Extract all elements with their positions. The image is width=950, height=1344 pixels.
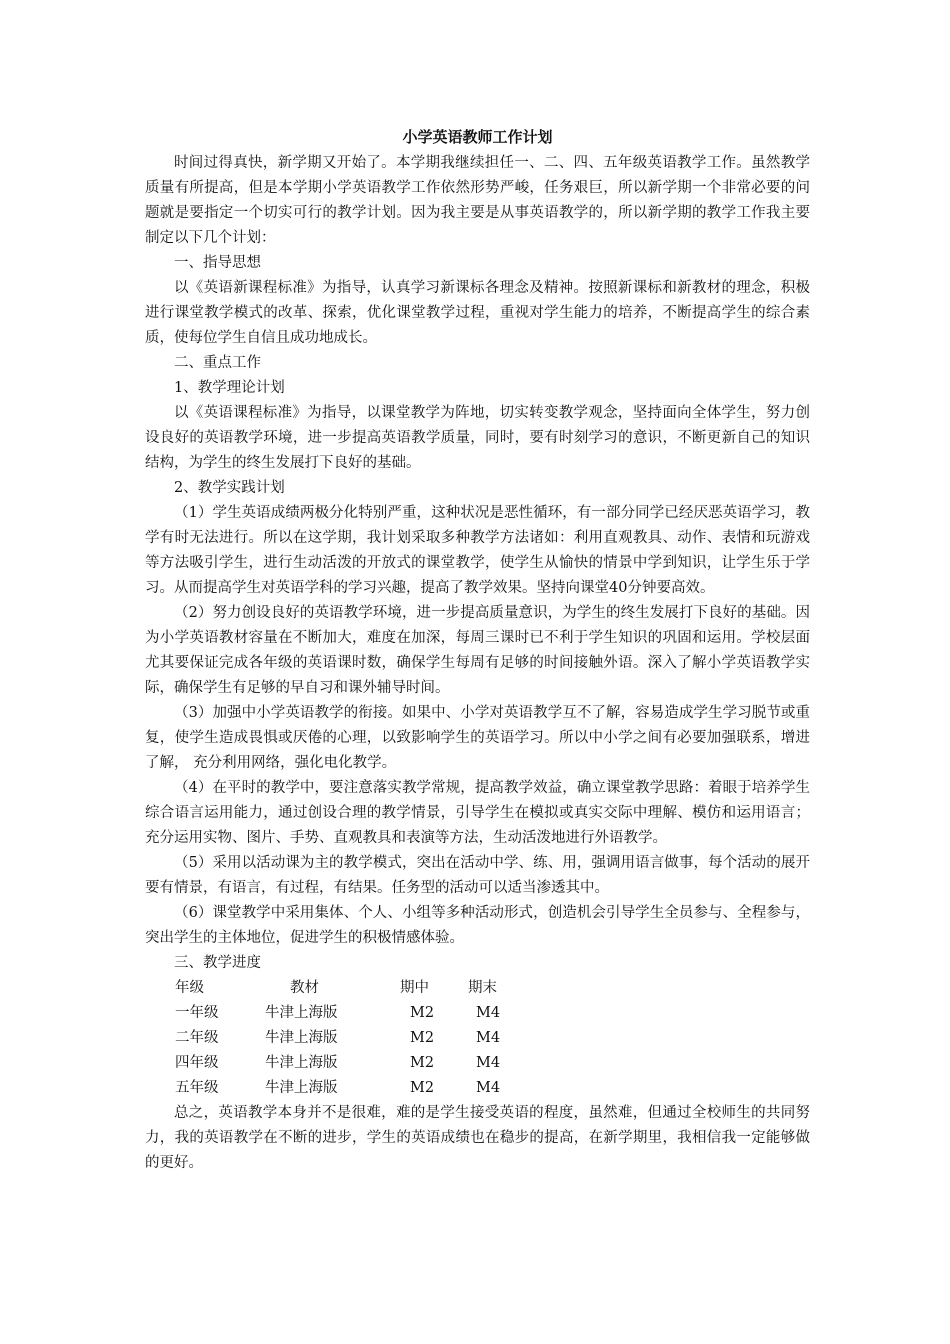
- table-cell: M2: [410, 1030, 435, 1046]
- table-cell: M4: [476, 1005, 501, 1021]
- teaching-progress-table: [175, 976, 536, 1101]
- conclusion-paragraph: 总之，英语教学本身并不是很难，难的是学生接受英语的程度，虽然难，但通过全校师生的共同努力，我的英语教学在不断的进步，学生的英语成绩也在稳步的提高，在新学期里，我相信我一定能够做的更好。: [145, 1105, 810, 1171]
- subheading-teaching-theory: 1、教学理论计划: [174, 380, 285, 396]
- intro-paragraph: 时间过得真快，新学期又开始了。本学期我继续担任一、二、四、五年级英语教学工作。虽然教学质量有所提高，但是本学期小学英语教学工作依然形势严峻，任务艰巨，所以新学期一个非常必要的问题就是要指定一个切实可行的教学计划。因为我主要是从事英语教学的，所以新学期的教学工作我主要制定以下几个计划：: [145, 155, 810, 246]
- table-cell: 四年级: [175, 1055, 219, 1071]
- practice-item-6: （6）课堂教学中采用集体、个人、小组等多种活动形式，创造机会引导学生全员参与、全程参与，突出学生的主体地位，促进学生的积极情感体验。: [145, 905, 810, 946]
- table-header-cell: 年级: [175, 980, 204, 996]
- practice-item-2: （2）努力创设良好的英语教学环境，进一步提高质量意识，为学生的终生发展打下良好的基础。因为小学英语教材容量在不断加大，难度在加深，每周三课时已不利于学生知识的巩固和运用。学校层面尤其要保证完成各年级的英语课时数，确保学生每周有足够的时间接触外语。深入了解小学英语教学实际，确保学生有足够的早自习和课外辅导时间。: [145, 605, 810, 696]
- table-cell: 牛津上海版: [265, 1030, 338, 1046]
- table-row: [175, 1076, 536, 1101]
- table-cell: M4: [476, 1055, 501, 1071]
- practice-item-4: （4）在平时的教学中，要注意落实教学常规，提高教学效益，确立课堂教学思路：着眼于培养学生综合语言运用能力，通过创设合理的教学情景，引导学生在模拟或真实交际中理解、模仿和运用语言；充分运用实物、图片、手势、直观教具和表演等方法，生动活泼地进行外语教学。: [145, 780, 810, 846]
- table-header-cell: 期中: [400, 980, 429, 996]
- practice-item-1: （1）学生英语成绩两极分化特别严重，这种状况是恶性循环，有一部分同学已经厌恶英语学习，教学有时无法进行。所以在这学期，我计划采取多种教学方法诸如：利用直观教具、动作、表情和玩游戏等方法吸引学生，进行生动活泼的开放式的课堂教学，使学生从愉快的情景中学到知识，让学生乐于学习。从而提高学生对英语学科的学习兴趣，提高了教学效果。坚持向课堂40分钟要高效。: [145, 505, 810, 596]
- table-cell: 牛津上海版: [265, 1080, 338, 1096]
- table-header-cell: 期末: [468, 980, 497, 996]
- section-heading-guiding-ideology: 一、指导思想: [174, 255, 261, 271]
- practice-item-3: （3）加强中小学英语教学的衔接。如果中、小学对英语教学互不了解，容易造成学生学习脱节或重复，使学生造成畏惧或厌倦的心理，以致影响学生的英语学习。所以中小学之间有必要加强联系，增进了解， 充分利用网络，强化电化教学。: [145, 705, 810, 771]
- table-cell: 牛津上海版: [265, 1055, 338, 1071]
- section-heading-teaching-progress: 三、教学进度: [174, 955, 261, 971]
- table-cell: M2: [410, 1080, 435, 1096]
- section-heading-key-work: 二、重点工作: [174, 355, 261, 371]
- table-cell: M2: [410, 1005, 435, 1021]
- document-title: 小学英语教师工作计划: [402, 128, 553, 146]
- teaching-theory-paragraph: 以《英语课程标准》为指导，以课堂教学为阵地，切实转变教学观念，坚持面向全体学生，努力创设良好的英语教学环境，进一步提高英语教学质量，同时，要有时刻学习的意识，不断更新自己的知识结构，为学生的终生发展打下良好的基础。: [145, 405, 810, 471]
- subheading-teaching-practice: 2、教学实践计划: [174, 480, 285, 496]
- table-row: [175, 1001, 536, 1026]
- table-cell: 一年级: [175, 1005, 219, 1021]
- table-row: [175, 1026, 536, 1051]
- table-header-row: [175, 976, 536, 1001]
- table-header-cell: 教材: [290, 980, 319, 996]
- table-row: [175, 1051, 536, 1076]
- table-cell: M2: [410, 1055, 435, 1071]
- guiding-ideology-paragraph: 以《英语新课程标准》为指导，认真学习新课标各理念及精神。按照新课标和新教材的理念，积极进行课堂教学模式的改革、探索，优化课堂教学过程，重视对学生能力的培养，不断提高学生的综合素质，使每位学生自信且成功地成长。: [145, 280, 810, 346]
- table-cell: 牛津上海版: [265, 1005, 338, 1021]
- practice-item-5: （5）采用以活动课为主的教学模式，突出在活动中学、练、用，强调用语言做事，每个活动的展开要有情景，有语言，有过程，有结果。任务型的活动可以适当渗透其中。: [145, 855, 810, 896]
- table-cell: 二年级: [175, 1030, 219, 1046]
- document-page: [145, 125, 810, 1176]
- table-cell: 五年级: [175, 1080, 219, 1096]
- table-cell: M4: [476, 1030, 501, 1046]
- table-cell: M4: [476, 1080, 501, 1096]
